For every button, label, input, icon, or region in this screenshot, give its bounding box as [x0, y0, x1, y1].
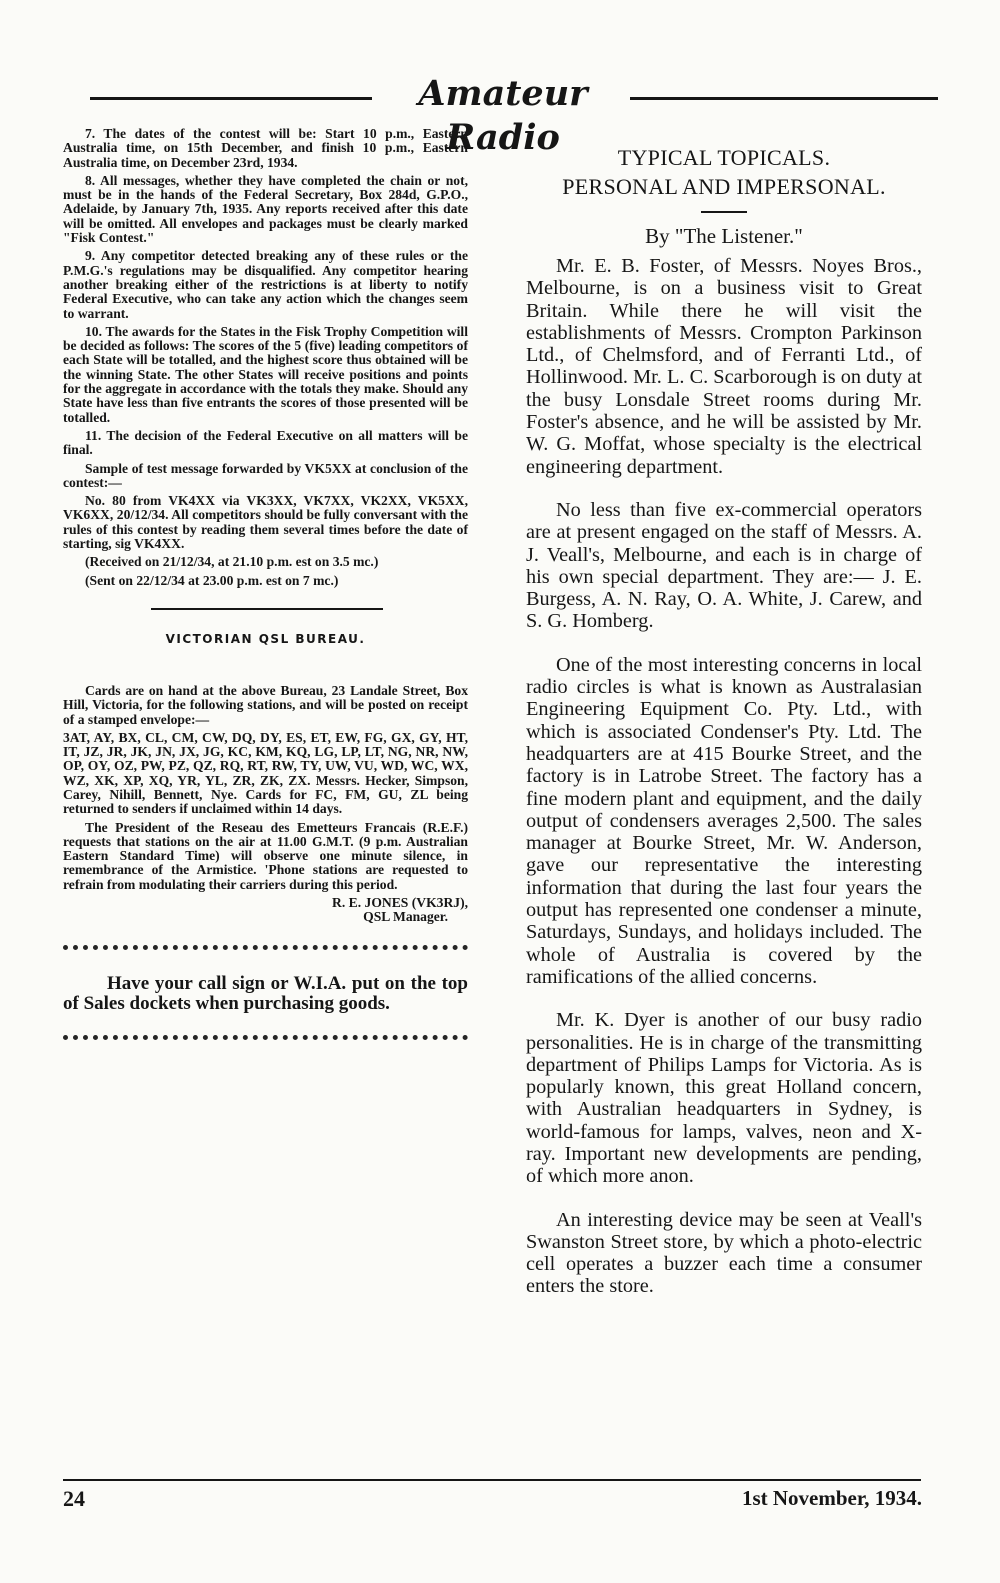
issue-date: 1st November, 1934.: [741, 1486, 922, 1510]
right-column: [526, 143, 922, 1319]
qsl-station-list: 3AT, AY, BX, CL, CM, CW, DQ, DY, ES, ET, EW, FG, GX, GY, HT, IT, JZ, JR, JK, JN, JX, JG, KC, KM, KQ, LG, LP, LT, NG, NR, NW, OP, OY, OZ, PW, PZ, QZ, RQ, RT, RW, TY, UW, VU, WD, WC, WX, WZ, XK, XP, XQ, YR, YL, ZR, ZK, ZX. Messrs. Hecker, Simpson, Carey, Nihill, Bennett, Nye. Cards for FC, FM, GU, ZL being returned to senders if unclaimed within 14 days.: [63, 729, 468, 817]
rule-11-paragraph: 11. The decision of the Federal Executive on all matters will be final.: [63, 427, 468, 458]
sent-note: (Sent on 22/12/34 at 23.00 p.m. est on 7 mc.): [85, 572, 339, 588]
masthead: Amateur Radio: [418, 73, 588, 158]
operators-paragraph: No less than five ex-commercial operators are at present engaged on the staff of Messrs. A. J. Veall's, Melbourne, and each is in charge of his own special department. They are:— J. E. Burgess, A. N. Ray, O. A. White, J. Carew, and S. G. Homberg.: [526, 498, 922, 633]
signature-name: R. E. JONES (VK3RJ),: [332, 895, 468, 911]
signature-title: QSL Manager.: [363, 909, 448, 925]
article-title-line1: TYPICAL TOPICALS.: [617, 145, 831, 170]
article-byline: By "The Listener.": [645, 224, 803, 248]
dotted-divider-top: [63, 945, 468, 950]
section-divider: [151, 608, 383, 610]
article-title-line2: PERSONAL AND IMPERSONAL.: [562, 174, 886, 199]
rule-7-paragraph: 7. The dates of the contest will be: Start 10 p.m., Eastern Australia time, on 15th December, and finish 10 p.m., Eastern Australia time, on December 23rd, 1934.: [63, 126, 468, 170]
header-rule-right: [630, 97, 938, 100]
rule-9-paragraph: 9. Any competitor detected breaking any of these rules or the P.M.G.'s regulations may be disqualified. Any competitor hearing another breaking either of the restrictions is at liberty to notify Federal Executive, who can take any action which the changes seem to warrant.: [63, 248, 468, 321]
dotted-divider-bottom: [63, 1035, 468, 1040]
page-number: 24: [63, 1486, 85, 1511]
footer-rule: [63, 1479, 921, 1481]
qsl-bureau-heading: VICTORIAN QSL BUREAU.: [165, 631, 366, 646]
rule-8-paragraph: 8. All messages, whether they have completed the chain or not, must be in the hands of the Federal Secretary, Box 284d, G.P.O., Adelaide, by January 7th, 1935. Any reports received after this date will be omitted. All envelopes and packages must be clearly marked "Fisk Contest.": [63, 172, 468, 246]
qsl-cards-paragraph: Cards are on hand at the above Bureau, 23 Landale Street, Box Hill, Victoria, for the following stations, and will be posted on receipt of a stamped envelope:—: [63, 682, 468, 727]
header-rule-left: [90, 97, 372, 100]
sample-message-body: No. 80 from VK4XX via VK3XX, VK7XX, VK2XX, VK5XX, VK6XX, 20/12/34. All competitors should be fully conversant with the rules of this contest by reading them several times before the date of starting, sig VK4XX.: [63, 493, 468, 552]
left-column: [63, 127, 468, 1064]
rule-10-paragraph: 10. The awards for the States in the Fisk Trophy Competition will be decided as follows: The scores of the 5 (five) leading competitors of each State will be totalled, and the highest score thus obtained will be the winning State. The other States will receive positions and points for the aggregate in accordance with the totals they make. Should any State have less than five entrants the scores of those presented will be totalled.: [63, 323, 468, 425]
ref-silence-paragraph: The President of the Reseau des Emetteurs Francais (R.E.F.) requests that stations on the air at 11.00 G.M.T. (9 p.m. Australian Eastern Standard Time) will observe one minute silence, in remembrance of the Armistice. 'Phone stations are requested to refrain from modulating their carriers during this period.: [63, 819, 468, 892]
condensers-paragraph: One of the most interesting concerns in local radio circles is what is known as Australasian Engineering Equipment Co. Pty. Ltd., with which is associated Condenser's Pty. Ltd. The headquarters are at 415 Bourke Street, and the factory is in Latrobe Street. The factory has a fine modern plant and equipment, and the daily output of condensers averages 2,500. The sales manager at Bourke Street, Mr. W. Anderson, gave our representative the interesting information that during the last four years the output has represented one condenser a minute, Saturdays, Sundays, and holidays included. The whole of Australia is covered by the ramifications of the allied concerns.: [526, 653, 922, 988]
photo-cell-paragraph: An interesting device may be seen at Veall's Swanston Street store, by which a photo-electric cell operates a buzzer each time a consumer enters the store.: [526, 1208, 922, 1298]
call-sign-notice: Have your call sign or W.I.A. put on the top of Sales dockets when purchasing goods.: [63, 972, 468, 1015]
foster-paragraph: Mr. E. B. Foster, of Messrs. Noyes Bros., Melbourne, is on a business visit to Great Britain. While there he will visit the establishments of Messrs. Crompton Parkinson Ltd., of Chelmsford, and of Ferranti Ltd., of Hollinwood. Mr. L. C. Scarborough is on duty at the busy Lonsdale Street rooms during Mr. Foster's absence, and he will be assisted by Mr. W. G. Moffat, whose specialty is the electrical engineering department.: [526, 255, 922, 478]
title-rule: [701, 211, 747, 213]
received-note: (Received on 21/12/34, at 21.10 p.m. est on 3.5 mc.): [85, 554, 379, 570]
dyer-paragraph: Mr. K. Dyer is another of our busy radio personalities. He is in charge of the transmitting department of Philips Lamps for Victoria. As is popularly known, this great Holland concern, with Australian headquarters in Sydney, is world-famous for lamps, valves, neon and X-ray. Important new developments are pending, of which more anon.: [526, 1009, 922, 1188]
sample-message-intro: Sample of test message forwarded by VK5XX at conclusion of the contest:—: [63, 460, 468, 490]
